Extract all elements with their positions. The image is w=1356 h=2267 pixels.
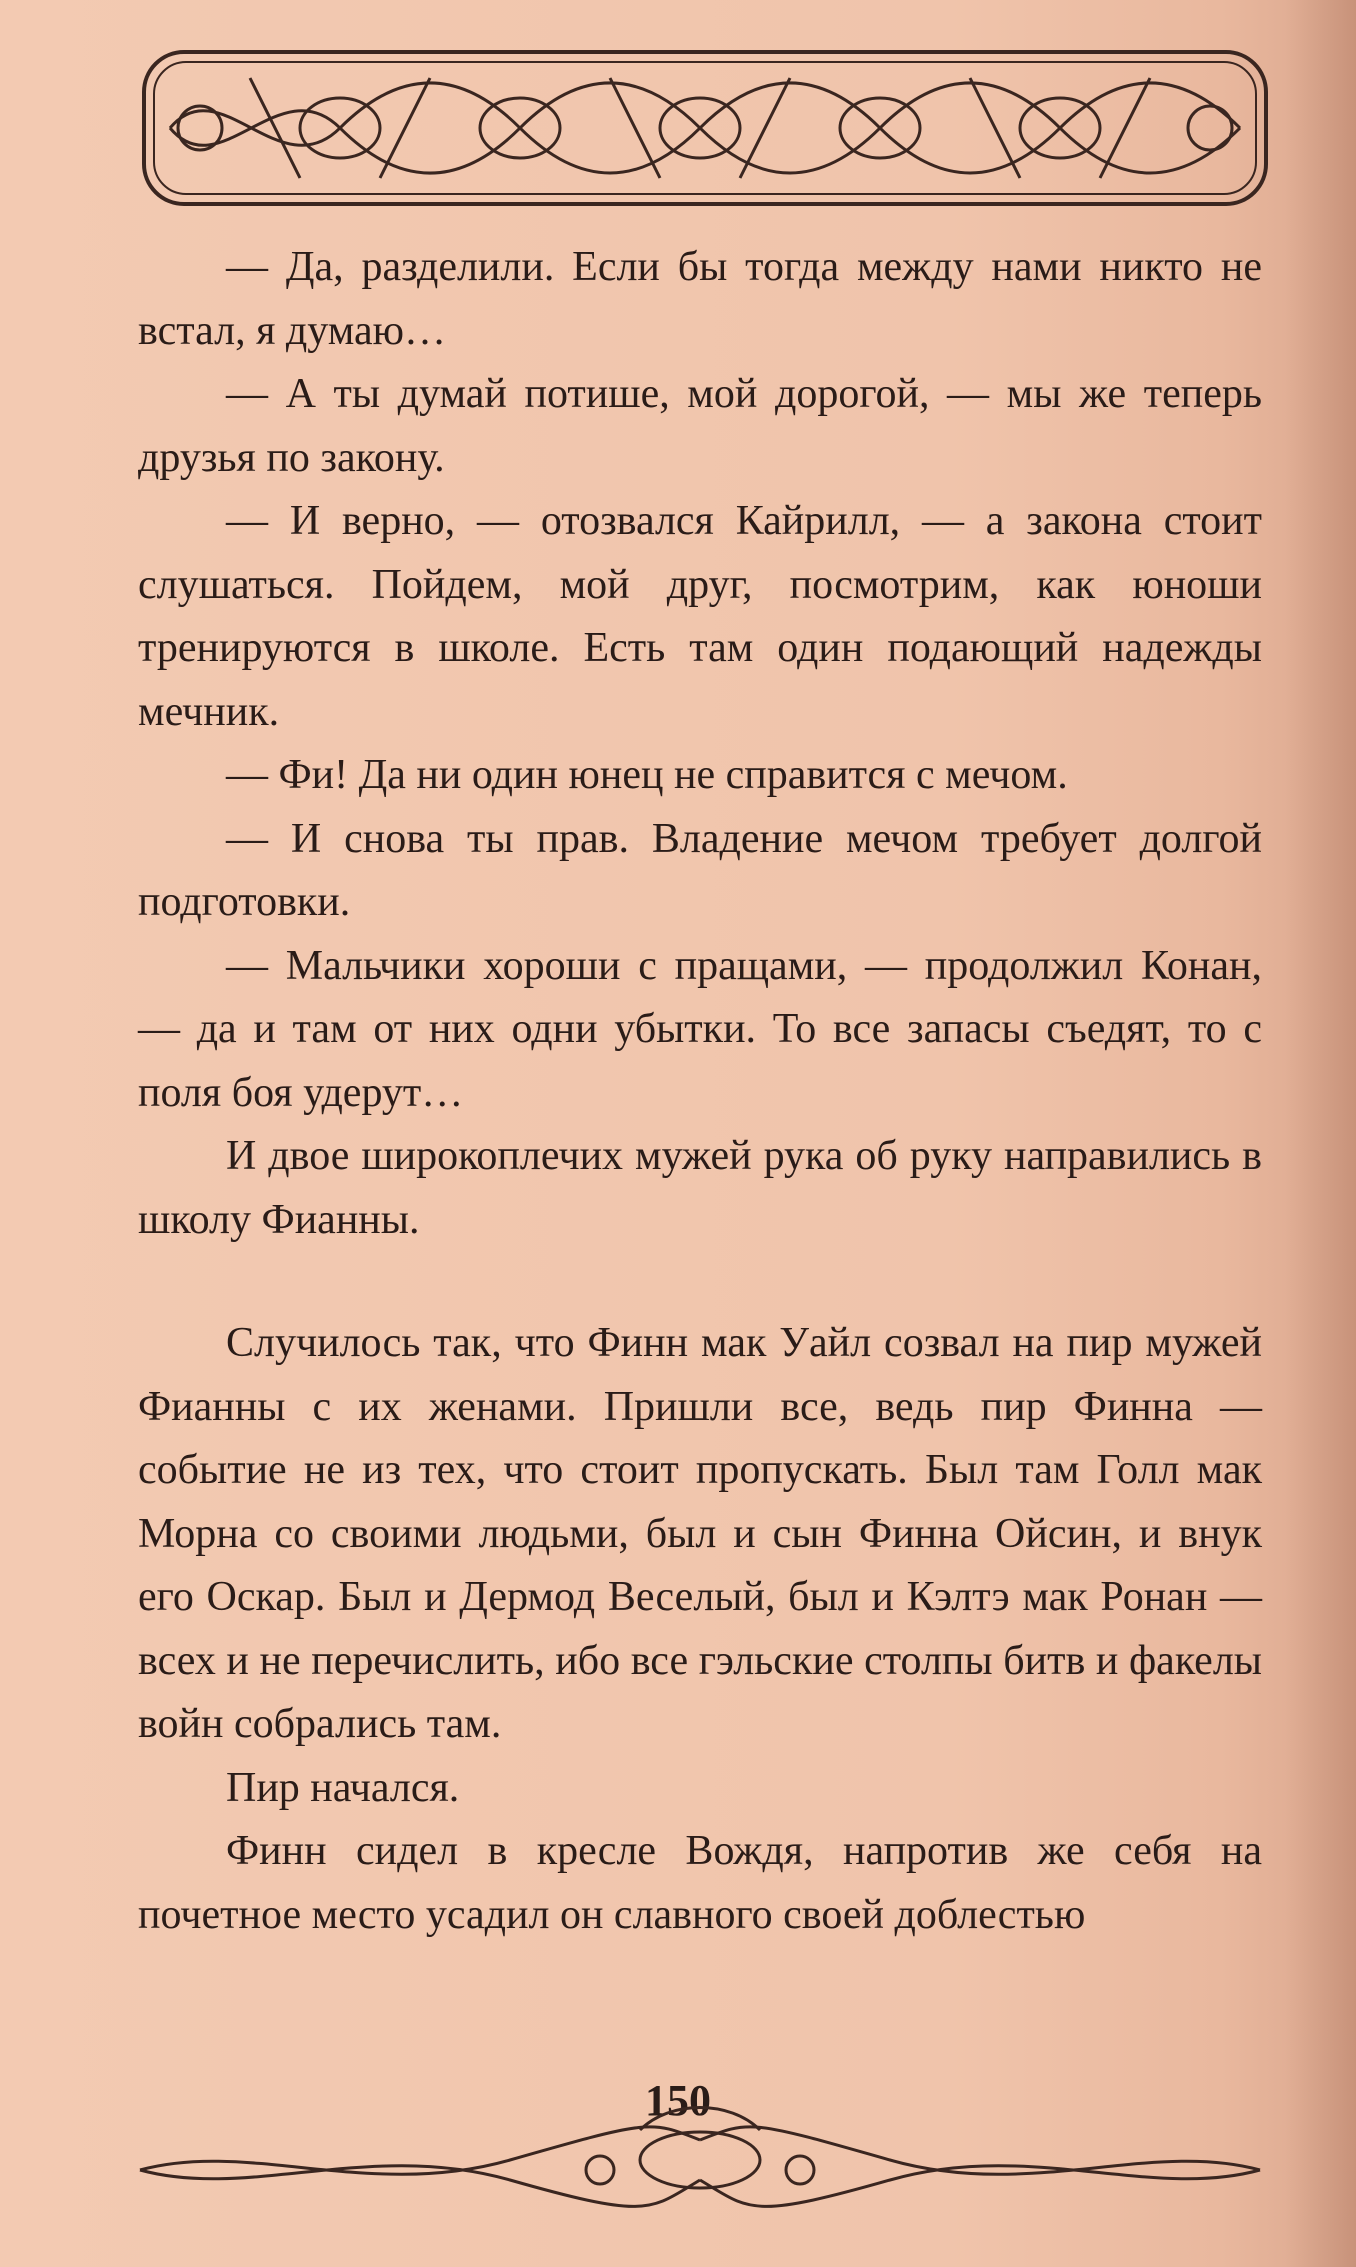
dialogue-line: — И снова ты прав. Владение мечом требует долгой подготовки. [138, 815, 1262, 925]
dialogue-line: — А ты думай потише, мой дорогой, — мы же теперь друзья по закону. [138, 371, 1262, 481]
narrative-paragraph: Случилось так, что Финн мак Уайл созвал на пир мужей Фианны с их женами. Пришли все, ведь пир Финна — событие не из тех, что стоит пропускать. Был там Голл мак Морна со своими людьми, был и сын Финна Ойсин, и внук его Оскар. Был и Дермод Веселый, был и Кэлтэ мак Ронан — всех и не перечислить, ибо все гэльские столпы битв и факелы войн собрались там. [138, 1320, 1262, 1747]
narrative-paragraph: Финн сидел в кресле Вождя, напротив же себя на почетное место усадил он славного своей доблестью [138, 1828, 1262, 1938]
narrative-paragraph: И двое широкоплечих мужей рука об руку направились в школу Фианны. [138, 1133, 1262, 1243]
celtic-knot-header-ornament [140, 48, 1270, 208]
dialogue-line: — Да, разделили. Если бы тогда между нами никто не встал, я думаю… [138, 244, 1262, 354]
page-number: 150 [645, 2076, 711, 2125]
footer-vine-ornament [130, 2100, 1270, 2220]
page-edge-shadow [1286, 0, 1356, 2267]
section-break [138, 1252, 1262, 1312]
dialogue-line: — И верно, — отозвался Кайрилл, — а закона стоит слушаться. Пойдем, мой друг, посмотрим, как юноши тренируются в школе. Есть там один подающий надежды мечник. [138, 498, 1262, 735]
narrative-paragraph: Пир начался. [226, 1764, 460, 1811]
dialogue-line: — Фи! Да ни один юнец не справится с мечом. [226, 752, 1068, 798]
main-text [138, 236, 1262, 1947]
dialogue-line: — Мальчики хороши с пращами, — продолжил Конан, — да и там от них одни убытки. То все запасы съедят, то с поля боя удерут… [138, 942, 1262, 1116]
